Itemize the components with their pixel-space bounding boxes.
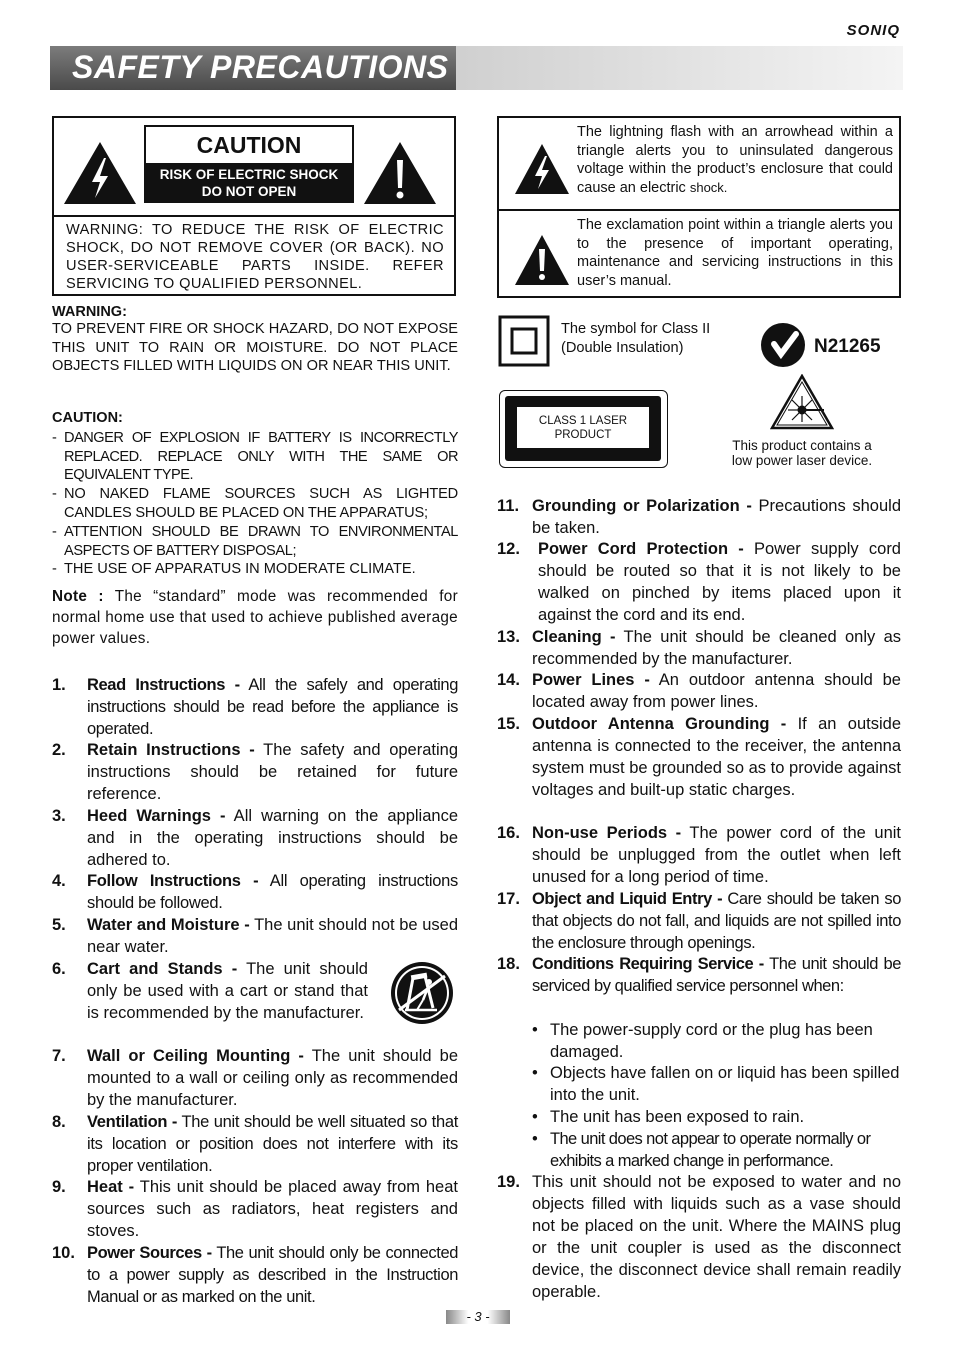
caution-header xyxy=(54,118,454,217)
note-label: Note : xyxy=(52,588,104,605)
list-item: • The unit has been exposed to rain. xyxy=(532,1108,805,1126)
caution-item: - THE USE OF APPARATUS IN MODERATE CLIMATE. xyxy=(52,561,416,577)
laser-label-text: CLASS 1 LASER PRODUCT xyxy=(538,415,628,441)
brand-logo: SONIQ xyxy=(846,22,900,39)
note-paragraph xyxy=(52,586,458,649)
electric-shock-warning-icon xyxy=(62,140,138,206)
page-number: - 3 - xyxy=(446,1310,510,1324)
page-title: SAFETY PRECAUTIONS xyxy=(72,49,449,85)
c-tick-certification-icon xyxy=(760,322,806,368)
exclamation-row xyxy=(499,209,899,300)
caution-section xyxy=(52,410,458,426)
warning-text: TO PREVENT FIRE OR SHOCK HAZARD, DO NOT EXPOSE THIS UNIT TO RAIN OR MOISTURE. DO NOT PLACE OBJECTS FILLED WITH LIQUIDS ON OR NEAR THIS UNIT. xyxy=(52,321,458,375)
laser-radiation-icon xyxy=(770,374,834,430)
laser-label-frame xyxy=(499,390,668,468)
caution-word: CAUTION xyxy=(196,132,302,158)
class-ii-double-insulation-icon xyxy=(498,315,550,367)
list-item: • The unit does not appear to operate normally or exhibits a marked change in performance. xyxy=(532,1130,871,1170)
caution-heading: CAUTION: xyxy=(52,410,123,426)
laser-label-border xyxy=(505,396,661,461)
caution-box xyxy=(52,116,456,296)
list-item: • The power-supply cord or the plug has been damaged. xyxy=(532,1021,873,1061)
exclamation-description: The exclamation point within a triangle alerts you to the presence of important operating, maintenance and servicing instructions in this user’s manual. xyxy=(577,217,893,290)
class-ii-description: The symbol for Class II (Double Insulation) xyxy=(561,321,711,356)
cart-warning-icon xyxy=(389,960,455,1026)
note-text: The “standard” mode was recommended for normal home use that used to achieve published average power values. xyxy=(52,588,458,647)
laser-label-inner xyxy=(517,407,649,448)
caution-item: - ATTENTION SHOULD BE DRAWN TO ENVIRONMENTAL ASPECTS OF BATTERY DISPOSAL; xyxy=(52,524,458,559)
lightning-description: The lightning flash with an arrowhead within a triangle alerts you to uninsulated dangerous voltage within the product’s enclosure that could cause an electric shock. xyxy=(577,124,893,197)
risk-line-2: DO NOT OPEN xyxy=(201,184,297,199)
caution-risk-text xyxy=(146,163,352,201)
caution-item: - NO NAKED FLAME SOURCES SUCH AS LIGHTED CANDLES SHOULD BE PLACED ON THE APPARATUS; xyxy=(52,486,458,521)
list-item: • Objects have fallen on or liquid has been spilled into the unit. xyxy=(532,1064,900,1104)
laser-description: This product contains a low power laser device. xyxy=(731,438,873,468)
certification-code: N21265 xyxy=(814,336,881,357)
exclamation-warning-icon xyxy=(362,140,438,206)
title-box xyxy=(50,46,456,90)
lightning-triangle-icon xyxy=(513,142,571,196)
caution-item: - DANGER OF EXPLOSION IF BATTERY IS INCORRECTLY REPLACED. REPLACE ONLY WITH THE SAME OR EQUIVALENT TYPE. xyxy=(52,430,458,484)
lightning-row xyxy=(499,118,899,207)
warning-heading: WARNING: xyxy=(52,304,127,320)
risk-line-1: RISK OF ELECTRIC SHOCK xyxy=(159,167,339,182)
exclamation-triangle-icon xyxy=(513,233,571,287)
symbols-box xyxy=(497,116,901,298)
title-bar xyxy=(50,46,903,90)
caution-label xyxy=(144,125,354,203)
warning-section xyxy=(52,304,458,376)
caution-warning-text: WARNING: TO REDUCE THE RISK OF ELECTRIC SHOCK, DO NOT REMOVE COVER (OR BACK). NO USER-SERVICEABLE PARTS INSIDE. REFER SERVICING TO QUALIFIED PERSONNEL. xyxy=(66,222,444,292)
